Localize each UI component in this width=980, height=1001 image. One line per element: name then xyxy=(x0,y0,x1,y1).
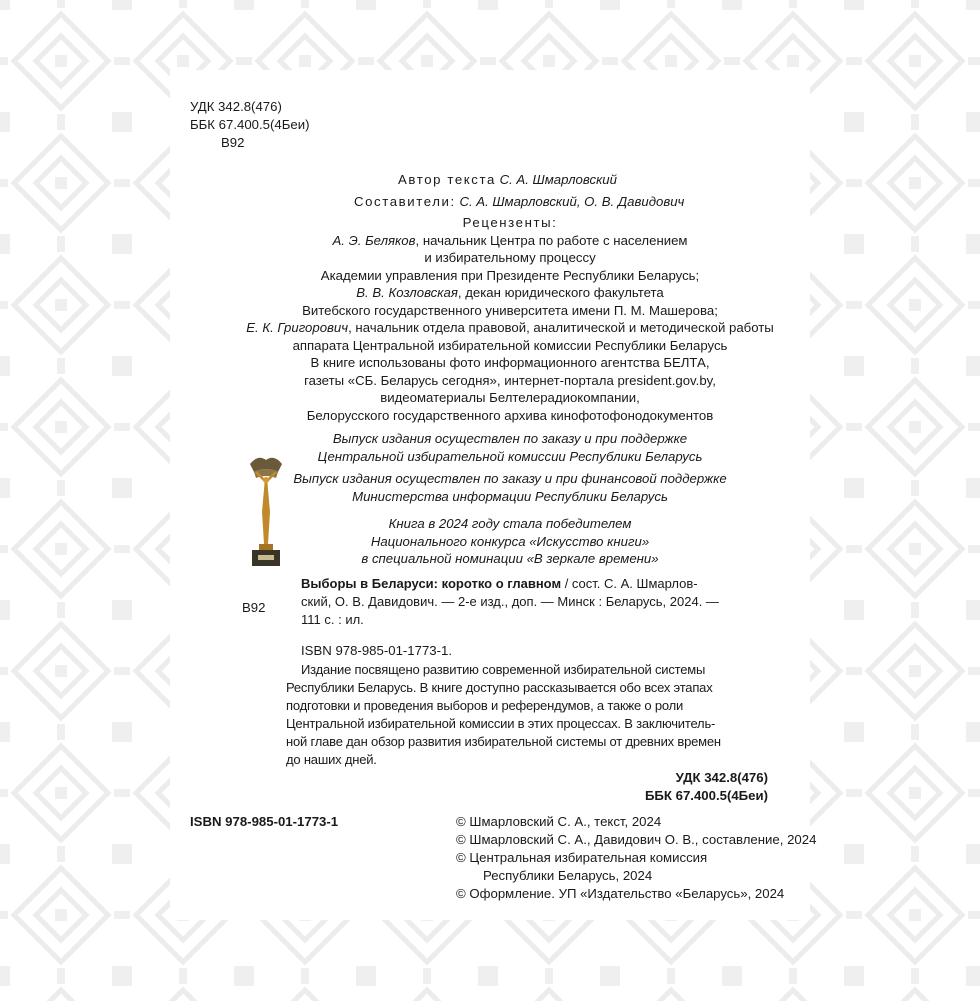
copyright-line: Республики Беларусь, 2024 xyxy=(483,868,653,883)
copyright-line: © Шмарловский С. А., текст, 2024 xyxy=(456,814,662,829)
compilers-names: С. А. Шмарловский, О. В. Давидович xyxy=(459,194,685,209)
reviewer-2-line1 xyxy=(230,284,790,302)
udk-top: УДК 342.8(476) xyxy=(190,99,282,114)
award-note-line: Национального конкурса «Искусство книги» xyxy=(370,533,650,549)
reviewer-2-line2: Витебского государственного университета имени П. М. Машерова; xyxy=(302,302,718,318)
reviewer-2-position: , декан юридического факультета xyxy=(457,285,664,300)
udk-bottom: УДК 342.8(476) xyxy=(675,770,768,785)
reviewer-1-line3: Академии управления при Президенте Республики Беларусь; xyxy=(320,267,700,283)
annotation-line: ной главе дан обзор развития избирательной системы от древних времен xyxy=(286,734,721,749)
compilers-line xyxy=(354,193,684,210)
annotation-line: до наших дней. xyxy=(286,752,377,767)
issue-note-1-line: Центральной избирательной комиссии Республики Беларусь xyxy=(317,448,703,464)
biblio-line-1-rest: / сост. С. А. Шмарлов- xyxy=(561,576,698,591)
biblio-entry xyxy=(301,575,719,629)
reviewers-block xyxy=(230,214,790,354)
reviewers-heading: Рецензенты: xyxy=(462,215,558,230)
annotation-line: подготовки и проведения выборов и референдумов, а также о роли xyxy=(286,698,684,713)
photo-credit-line: видеоматериалы Белтелерадиокомпании, xyxy=(380,390,640,405)
isbn-bottom: ISBN 978-985-01-1773-1 xyxy=(190,814,339,829)
biblio-line-2: ский, О. В. Давидович. — 2-е изд., доп. — Минск : Беларусь, 2024. — xyxy=(301,594,719,609)
annotation-line: Республики Беларусь. В книге доступно рассказывается обо всех этапах xyxy=(286,680,713,695)
photo-credit-line: газеты «СБ. Беларусь сегодня», интернет-портала president.gov.by, xyxy=(304,372,716,388)
author-line xyxy=(398,171,617,188)
copyright-block xyxy=(456,813,816,902)
issue-note-2-line: Выпуск издания осуществлен по заказу и при финансовой поддержке xyxy=(293,471,727,486)
copyright-line: © Центральная избирательная комиссия xyxy=(456,850,708,865)
award-note-line: Книга в 2024 году стала победителем xyxy=(388,516,632,531)
reviewer-3-line1 xyxy=(230,319,790,337)
reviewer-1-position: , начальник Центра по работе с населением xyxy=(415,232,688,248)
reviewer-3-name: Е. К. Григорович xyxy=(246,320,349,335)
reviewer-3-position: , начальник отдела правовой, аналитической и методической работы xyxy=(348,320,774,335)
compilers-label: Составители: xyxy=(354,194,456,209)
issue-note-1 xyxy=(230,430,790,465)
biblio-line-1 xyxy=(301,575,719,593)
reviewer-1-name: А. Э. Беляков xyxy=(332,232,416,248)
award-note xyxy=(230,515,790,568)
reviewer-3-line2: аппарата Центральной избирательной комиссии Республики Беларусь xyxy=(292,337,728,353)
issue-note-2-line: Министерства информации Республики Беларусь xyxy=(352,488,668,504)
copyright-line: © Шмарловский С. А., Давидович О. В., составление, 2024 xyxy=(456,832,817,847)
reviewer-1-line2: и избирательному процессу xyxy=(424,250,596,265)
photo-credit-line: В книге использованы фото информационного агентства БЕЛТА, xyxy=(310,355,710,370)
author-name: С. А. Шмарловский xyxy=(499,172,617,187)
reviewer-2-name: В. В. Козловская xyxy=(356,285,458,300)
reviewer-1-line1 xyxy=(230,232,790,250)
bbk-top: ББК 67.400.5(4Беи) xyxy=(190,117,310,132)
annotation xyxy=(286,661,721,769)
bbk-bottom: ББК 67.400.5(4Беи) xyxy=(644,788,768,803)
biblio-code: В92 xyxy=(242,600,266,615)
author-label: Автор текста xyxy=(398,172,496,187)
annotation-line: Центральной избирательной комиссии в этих процессах. В заключитель- xyxy=(286,716,716,731)
issue-note-2 xyxy=(230,470,790,505)
code-top: В92 xyxy=(221,135,245,150)
copyright-line: © Оформление. УП «Издательство «Беларусь», 2024 xyxy=(456,886,785,901)
issue-note-1-line: Выпуск издания осуществлен по заказу и при поддержке xyxy=(332,431,688,446)
biblio-line-3: 111 с. : ил. xyxy=(301,612,364,627)
photo-credit-line: Белорусского государственного архива кинофотофонодокументов xyxy=(306,407,714,423)
photo-credits xyxy=(230,354,790,424)
award-note-line: в специальной номинации «В зеркале времени» xyxy=(361,551,659,566)
biblio-isbn: ISBN 978-985-01-1773-1. xyxy=(301,643,453,658)
annotation-line: Издание посвящено развитию современной избирательной системы xyxy=(301,662,706,677)
biblio-title: Выборы в Беларуси: коротко о главном xyxy=(301,576,562,591)
